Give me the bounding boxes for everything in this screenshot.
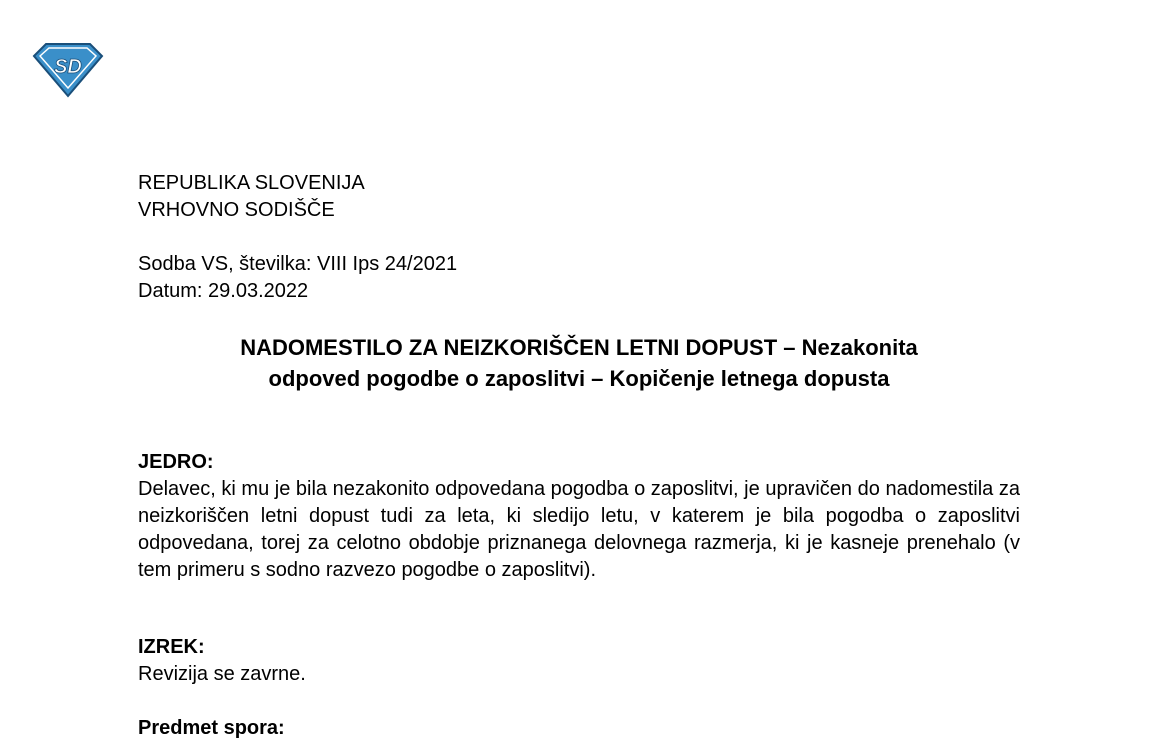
country-name: REPUBLIKA SLOVENIJA [138, 172, 365, 194]
case-number: Sodba VS, številka: VIII Ips 24/2021 [138, 253, 458, 275]
jedro-section [138, 449, 1020, 584]
izrek-section [138, 634, 1020, 688]
supreme-court-emblem-icon [30, 40, 106, 100]
izrek-heading: IZREK: [138, 636, 205, 658]
logo-lettering: SD [54, 56, 82, 78]
title-line-1: NADOMESTILO ZA NEIZKORIŠČEN LETNI DOPUST – Nezakonita [240, 335, 918, 360]
court-logo [30, 40, 106, 100]
case-metadata [138, 251, 457, 305]
court-name: VRHOVNO SODIŠČE [138, 199, 335, 221]
title-line-2: odpoved pogodbe o zaposlitvi – Kopičenje letnega dopusta [268, 366, 890, 391]
predmet-section [138, 715, 1020, 742]
izrek-text: Revizija se zavrne. [138, 663, 306, 685]
predmet-heading: Predmet spora: [138, 717, 285, 739]
jedro-heading: JEDRO: [138, 451, 214, 473]
jedro-text: Delavec, ki mu je bila nezakonito odpovedana pogodba o zaposlitvi, je upravičen do nadomestila za neizkoriščen letni dopust tudi za leta, ki sledijo letu, v katerem je bila pogodba o zaposlitvi odpovedana, torej za celotno obdobje priznanega delovnega razmerja, ki je kasneje prenehalo (v tem primeru s sodno razvezo pogodbe o zaposlitvi). [138, 478, 1020, 581]
case-date: Datum: 29.03.2022 [138, 280, 309, 302]
court-header [138, 170, 365, 224]
document-title [138, 332, 1020, 394]
